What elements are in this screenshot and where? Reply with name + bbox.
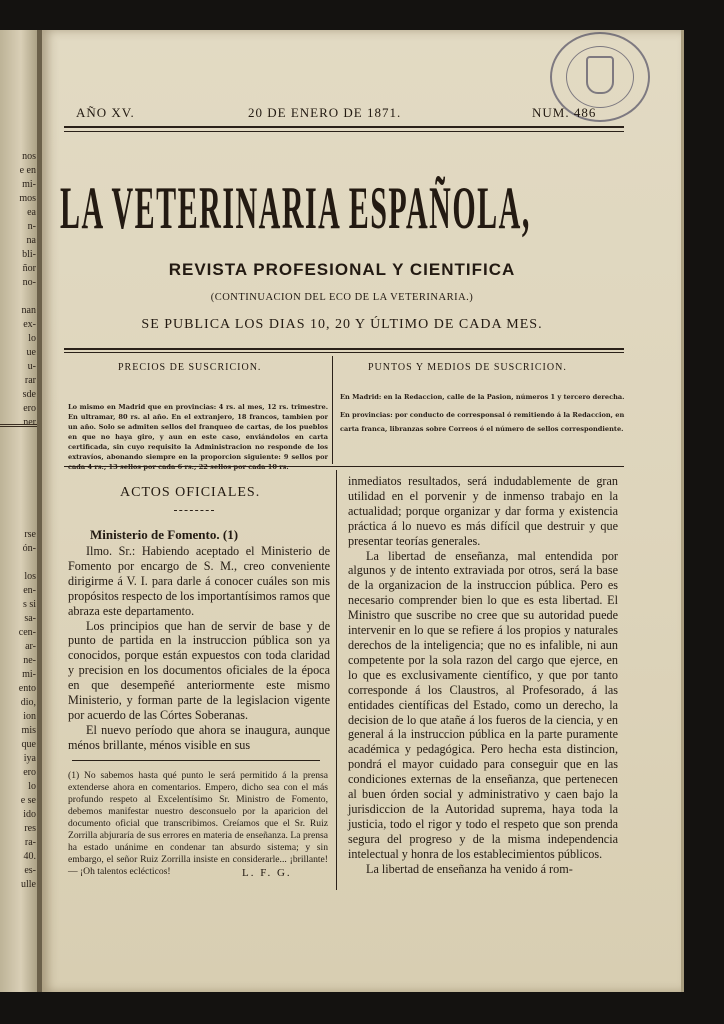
left-paragraph: Los principios que han de servir de base y de punto de partida en la instruccion pública son ya conocidos, porque están expuestos con toda claridad y precision en los documentos oficiales de la época en que desempeñé anteriormente este mismo Ministerio, y forman parte de la legislacion vigente por acuerdo de las Córtes Soberanas.: [68, 618, 330, 722]
adjacent-page-fragment: lo: [28, 781, 36, 792]
adjacent-page-fragment: n-: [27, 221, 36, 232]
adjacent-page-fragment: los: [24, 571, 36, 582]
adjacent-page-fragment: es-: [24, 865, 36, 876]
adjacent-page-fragment: rse: [24, 529, 36, 540]
adjacent-page-fragment: lo: [28, 333, 36, 344]
publication-schedule: SE PUBLICA LOS DIAS 10, 20 Y ÚLTIMO DE CADA MES.: [141, 317, 543, 332]
adjacent-page-fragment: ido: [23, 809, 36, 820]
header-rule-top: [64, 126, 624, 128]
adjacent-page-fragment: ex-: [23, 319, 36, 330]
newspaper-page: [42, 30, 682, 992]
adjacent-page-fragment: e se: [20, 795, 36, 806]
adjacent-page-fragment: u-: [27, 361, 36, 372]
adjacent-page-fragment: ue: [26, 347, 36, 358]
adjacent-page-fragment: ero: [23, 403, 36, 414]
left-column: [68, 544, 330, 753]
adjacent-page-fragment: ra-: [24, 837, 36, 848]
adjacent-page-fragment: iya: [23, 753, 36, 764]
precios-title: PRECIOS DE SUSCRICION.: [118, 362, 262, 373]
adjacent-page-strip: [0, 30, 38, 992]
adjacent-page-fragment: sa-: [24, 613, 36, 624]
footnote: (1) No sabemos hasta qué punto le será permitido á la prensa extenderse ahora en comentarios. Empero, dicho sea con el más profundo respeto al Excelentísimo Sr. Ministro de Fomento, debemos manifestar nuestro desconsuelo por la aparicion del documento oficial que transcribimos. Creíamos que el Sr. Ruiz Zorrilla abjuraría de sus errores en materia de enseñanza. La prensa ha estado unánime en condenar tan absurdo sistema; y sin embargo, el señor Ruiz Zorrilla insiste en considerarle... ¡brillante! — ¡Oh talentos eclécticos!: [68, 770, 328, 877]
adjacent-page-fragment: nan: [21, 305, 36, 316]
adjacent-page-fragment: ne-: [23, 655, 36, 666]
adjacent-page-fragment: [0, 472, 36, 486]
right-paragraph: La libertad de enseñanza ha venido á rom-: [366, 861, 573, 876]
adjacent-page-fragment: ion: [23, 711, 36, 722]
left-paragraph: Ilmo. Sr.: Habiendo aceptado el Ministerio de Fomento por encargo de S. M., creo conveniente dirigirme á V. I. para darle á conocer cuáles son mis propósitos respecto de los importantísimos ramos que abraza este departamento.: [68, 544, 330, 618]
adjacent-page-fragment: rar: [24, 375, 36, 386]
adjacent-page-fragment: [0, 500, 36, 514]
adjacent-page-fragment: [0, 458, 36, 472]
column-divider: [336, 470, 337, 890]
adjacent-page-fragment: mis: [21, 725, 36, 736]
box-rule-bottom: [64, 466, 624, 467]
adjacent-page-fragment: ón-: [22, 543, 36, 554]
adjacent-page-fragment: [0, 486, 36, 500]
adjacent-page-fragment: en-: [23, 585, 36, 596]
adjacent-page-fragment: cen-: [18, 627, 36, 638]
adjacent-page-fragment: dio,: [20, 697, 36, 708]
adjacent-page-fragment: [0, 556, 36, 570]
adjacent-page-fragment: ero: [23, 767, 36, 778]
adjacent-page-fragment: [0, 430, 36, 444]
right-column: [348, 474, 618, 876]
adjacent-page-fragment: res: [24, 823, 36, 834]
puntos-provincias: En provincias: por conducto de corresponsal ó remitiendo á la Redaccion, en carta franca, libranzas sobre Correos ó el número de sellos correspondiente.: [340, 411, 625, 433]
adjacent-page-rule: [0, 424, 38, 427]
adjacent-page-fragment: que: [21, 739, 36, 750]
masthead-title: LA VETERINARIA ESPAÑOLA,: [60, 175, 531, 241]
adjacent-page-fragment: na: [26, 235, 36, 246]
adjacent-page-fragment: s si: [22, 599, 36, 610]
section-title: ACTOS OFICIALES.: [120, 485, 261, 500]
adjacent-page-fragment: 40.: [23, 851, 36, 862]
adjacent-page-text: [0, 150, 38, 892]
box-divider: [332, 356, 333, 464]
adjacent-page-fragment: [0, 290, 36, 304]
adjacent-page-fragment: bli-: [22, 249, 36, 260]
box-rule-top: [64, 348, 624, 350]
issue-year: AÑO XV.: [76, 105, 135, 120]
right-paragraph: La libertad de enseñanza, mal entendida por algunos y de intento extraviada por otros, será la base de la organizacion de la instruccion pública. Pero es necesario comprender bien lo que es esta libertad. El Ministro que suscribe no cree que su autoridad puede intervenir en lo que se refiere á los propios y naturales derechos de la inteligencia; que no es infalible, ni aun competente por la sola razon del cargo que ejerce, en lo que es exclusivamente científico, y que por tanto corresponde á los Claustros, al Profesorado, á las entidades científicas del Estado, como un derecho, la decision de lo que atañe á los fueros de la ciencia, y en general á la instruccion pública en la parte puramente académica y pedagógica. Pero hecha esta distincion, pondrá el mayor cuidado para conseguir que en las condiciones externas de la enseñanza, que pertenecen al buen órden social y administrativo y caen bajo la jurisdiccion de la Autoridad suprema, haya toda la justicia, todo el rigor y todo el respeto que son prenda segura del progreso y de la misma independencia intelectual y honra de los establecimientos públicos.: [348, 548, 618, 861]
footnote-rule: [72, 760, 320, 761]
continuation-note: (CONTINUACION DEL ECO DE LA VETERINARIA.): [210, 292, 474, 303]
adjacent-page-fragment: ea: [27, 207, 36, 218]
adjacent-page-fragment: e en: [19, 165, 36, 176]
puntos-text: [340, 390, 628, 436]
stamp-crest-icon: [586, 56, 614, 94]
puntos-madrid: En Madrid: en la Redaccion, calle de la Pasion, números 1 y tercero derecha.: [340, 393, 625, 401]
masthead-subtitle: REVISTA PROFESIONAL Y CIENTIFICA: [168, 260, 516, 279]
issue-number: NUM. 486: [532, 105, 597, 120]
section-dash: [174, 510, 214, 511]
adjacent-page-fragment: mos: [19, 193, 36, 204]
footnote-signature: L. F. G.: [242, 867, 292, 879]
box-rule-top-thin: [64, 352, 624, 353]
adjacent-page-fragment: sde: [22, 389, 36, 400]
right-paragraph: inmediatos resultados, será indudablemente de gran utilidad en el porvenir y de inmenso trabajo en la actualidad; porque organizar y dar forma y existencia práctica á lo nuevo es más difícil que destruir y que presentar teorías generales.: [348, 474, 618, 548]
adjacent-page-fragment: ento: [18, 683, 36, 694]
adjacent-page-fragment: no-: [22, 277, 36, 288]
adjacent-page-fragment: ner: [23, 417, 36, 428]
header-rule-bottom: [64, 131, 624, 132]
ministry-heading: Ministerio de Fomento. (1): [90, 527, 239, 542]
left-paragraph: El nuevo período que ahora se inaugura, aunque ménos brillante, ménos visible en sus: [68, 722, 330, 752]
adjacent-page-fragment: [0, 444, 36, 458]
adjacent-page-fragment: [0, 514, 36, 528]
adjacent-page-fragment: nos: [22, 151, 36, 162]
adjacent-page-fragment: ar-: [25, 641, 36, 652]
precios-text: Lo mismo en Madrid que en provincias: 4 rs. al mes, 12 rs. trimestre. En ultramar, 80 rs. al año. En el extranjero, 18 francos, tambien por un año. Solo se admiten sellos del franqueo de cartas, de los pueblos en que no haya giro, y aun en este caso, enviándolos en carta certificada, sin cuyo requisito la Administracion no responde de los extravíos, abonando siempre en la proporcion siguiente: 9 sellos por cada 4 rs.; 13 sellos por cada 6 rs.; 22 sellos por cada 10 rs.: [68, 403, 328, 471]
page-edge: [681, 30, 684, 992]
adjacent-page-fragment: ulle: [21, 879, 36, 890]
adjacent-page-fragment: mi-: [22, 179, 36, 190]
adjacent-page-fragment: mi-: [22, 669, 36, 680]
puntos-title: PUNTOS Y MEDIOS DE SUSCRICION.: [368, 362, 567, 373]
issue-date: 20 DE ENERO DE 1871.: [248, 105, 402, 120]
adjacent-page-fragment: ñor: [22, 263, 36, 274]
